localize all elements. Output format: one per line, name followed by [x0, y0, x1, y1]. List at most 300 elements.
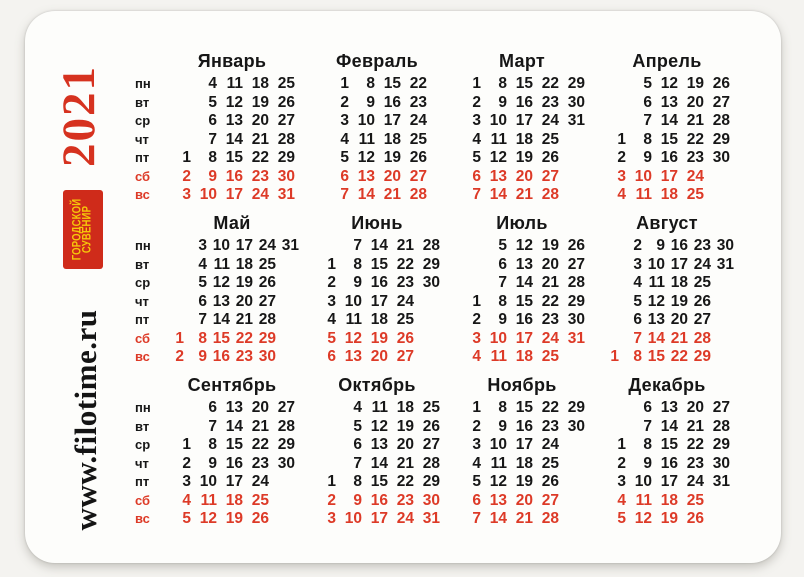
date-cell: 23 [693, 237, 711, 254]
date-cell: 1 [617, 436, 626, 453]
date-cell: 7 [498, 274, 507, 291]
date-cell: 9 [498, 311, 507, 328]
month-block [304, 373, 450, 529]
month-title: Октябрь [338, 375, 416, 395]
empty-cell [706, 186, 732, 205]
date-cell: 21 [396, 454, 414, 472]
empty-cell [598, 330, 621, 349]
date-cell: 29 [567, 292, 585, 310]
date-cell: 30 [567, 417, 585, 435]
date-cell: 1 [175, 329, 184, 347]
date-cell: 2 [472, 311, 481, 328]
date-cell: 19 [670, 292, 688, 310]
date-cell: 9 [643, 454, 652, 472]
empty-cell [167, 131, 193, 150]
date-cell: 16 [515, 417, 533, 435]
date-cell: 7 [340, 186, 349, 203]
date-cell: 27 [258, 292, 276, 310]
weekday-label: вс [135, 511, 150, 526]
empty-cell [416, 311, 442, 330]
date-cell: 6 [633, 311, 642, 328]
date-cell: 10 [489, 329, 507, 347]
date-cell: 30 [422, 491, 440, 509]
date-cell: 3 [633, 255, 642, 273]
date-cell: 20 [515, 491, 533, 509]
date-cell: 19 [515, 149, 533, 166]
empty-cell [713, 274, 736, 293]
date-cell: 1 [327, 255, 336, 273]
month-dates [163, 237, 301, 367]
date-cell: 17 [383, 112, 401, 129]
date-cell: 14 [489, 510, 507, 527]
date-cell: 11 [648, 274, 665, 291]
date-cell: 24 [396, 510, 414, 527]
date-cell: 7 [208, 130, 217, 148]
date-cell: 15 [660, 130, 678, 148]
date-cell: 25 [396, 311, 414, 328]
date-cell: 18 [660, 186, 678, 203]
empty-cell [271, 473, 297, 492]
date-cell: 22 [686, 130, 704, 148]
month-dates [167, 399, 297, 529]
date-cell: 19 [686, 75, 704, 92]
weekday-label: ср [135, 275, 151, 290]
date-cell: 14 [660, 417, 678, 435]
date-cell: 19 [370, 329, 388, 347]
date-cell: 6 [208, 112, 217, 129]
date-cell: 1 [327, 473, 336, 490]
date-cell: 28 [277, 130, 295, 148]
date-cell: 17 [660, 167, 678, 185]
date-cell: 28 [693, 329, 711, 347]
date-cell: 13 [344, 348, 362, 365]
date-cell: 13 [515, 255, 533, 273]
date-cell: 22 [541, 292, 559, 310]
date-cell: 7 [198, 311, 207, 328]
empty-cell [713, 348, 736, 367]
weekday-label: ср [135, 113, 151, 128]
date-cell: 17 [515, 329, 533, 347]
date-cell: 8 [208, 436, 217, 453]
weekday-label: ср [135, 437, 151, 452]
website-label: www.filotime.ru [68, 309, 103, 531]
empty-cell [167, 75, 193, 94]
date-cell: 28 [258, 311, 276, 328]
date-cell: 25 [422, 399, 440, 416]
date-cell: 24 [541, 436, 559, 453]
date-cell: 21 [396, 237, 414, 254]
date-cell: 20 [396, 436, 414, 453]
date-cell: 21 [686, 417, 704, 435]
date-cell: 17 [670, 255, 688, 273]
date-cell: 3 [340, 112, 349, 129]
date-cell: 30 [277, 454, 295, 472]
date-cell: 14 [357, 186, 375, 203]
empty-cell [561, 186, 587, 205]
date-cell: 11 [635, 186, 652, 203]
date-cell: 9 [498, 417, 507, 435]
date-cell: 24 [693, 255, 711, 273]
weekday-label: чт [135, 293, 149, 309]
month-title: Сентябрь [187, 375, 277, 395]
date-cell: 31 [712, 473, 730, 490]
date-cell: 16 [515, 93, 533, 111]
month-title: Июнь [351, 213, 403, 233]
date-cell: 29 [258, 329, 276, 347]
date-cell: 19 [225, 510, 243, 527]
date-cell: 6 [472, 491, 481, 509]
date-cell: 26 [541, 473, 559, 490]
date-cell: 17 [235, 237, 253, 254]
date-cell: 16 [225, 454, 243, 472]
date-cell: 23 [235, 348, 253, 365]
date-cell: 12 [370, 417, 388, 435]
date-cell: 25 [541, 130, 559, 148]
date-cell: 8 [643, 436, 652, 453]
date-cell: 27 [277, 399, 295, 416]
date-cell: 20 [670, 311, 688, 328]
date-cell: 18 [670, 274, 688, 291]
date-cell: 5 [617, 510, 626, 527]
date-cell: 18 [515, 348, 533, 365]
date-cell: 16 [225, 167, 243, 185]
empty-cell [167, 418, 193, 437]
empty-cell [713, 311, 736, 330]
date-cell: 16 [660, 149, 678, 166]
date-cell: 27 [712, 399, 730, 416]
date-cell: 2 [633, 237, 642, 254]
empty-cell [271, 492, 297, 511]
date-cell: 16 [383, 93, 401, 111]
date-cell: 9 [353, 491, 362, 509]
date-cell: 11 [490, 348, 507, 365]
date-cell: 9 [208, 454, 217, 472]
date-cell: 15 [212, 329, 230, 347]
date-cell: 21 [670, 329, 688, 347]
date-cell: 1 [472, 292, 481, 310]
empty-cell [561, 348, 587, 367]
date-cell: 14 [225, 130, 243, 148]
date-cell: 14 [370, 237, 388, 254]
empty-cell [457, 256, 483, 275]
date-cell: 8 [633, 348, 642, 365]
month-dates [602, 399, 732, 529]
date-cell: 22 [541, 399, 559, 416]
date-cell: 8 [366, 75, 375, 92]
date-cell: 11 [345, 311, 362, 328]
empty-cell [561, 473, 587, 492]
date-cell: 31 [281, 237, 299, 254]
empty-cell [278, 274, 301, 293]
month-dates [457, 75, 587, 205]
date-cell: 18 [515, 130, 533, 148]
empty-cell [163, 311, 186, 330]
date-cell: 24 [258, 237, 276, 254]
date-cell: 21 [541, 274, 559, 291]
date-cell: 1 [617, 130, 626, 148]
date-cell: 25 [541, 454, 559, 472]
brand-logo-line2: СУВЕНИР [80, 205, 95, 254]
date-cell: 15 [370, 473, 388, 490]
date-cell: 2 [472, 93, 481, 111]
date-cell: 17 [515, 112, 533, 129]
date-cell: 14 [660, 112, 678, 129]
empty-cell [167, 112, 193, 131]
month-title: Март [499, 51, 545, 71]
date-cell: 4 [633, 274, 642, 291]
date-cell: 4 [182, 491, 191, 509]
date-cell: 19 [235, 274, 253, 291]
date-cell: 28 [712, 417, 730, 435]
date-cell: 31 [567, 112, 585, 129]
date-cell: 3 [472, 436, 481, 453]
date-cell: 29 [693, 348, 711, 365]
date-cell: 1 [472, 75, 481, 92]
date-cell: 12 [225, 93, 243, 111]
date-cell: 6 [208, 399, 217, 416]
month-dates [325, 75, 429, 205]
date-cell: 2 [182, 454, 191, 472]
date-cell: 7 [643, 417, 652, 435]
date-cell: 26 [396, 329, 414, 347]
date-cell: 4 [617, 491, 626, 509]
date-cell: 14 [212, 311, 230, 328]
date-cell: 27 [277, 112, 295, 129]
date-cell: 29 [567, 399, 585, 416]
date-cell: 20 [541, 255, 559, 273]
date-cell: 22 [396, 255, 414, 273]
weekday-label: вс [135, 349, 150, 364]
date-cell: 7 [633, 329, 642, 347]
date-cell: 21 [251, 130, 269, 148]
date-cell: 26 [258, 274, 276, 291]
date-cell: 29 [422, 255, 440, 273]
date-cell: 9 [643, 149, 652, 166]
date-cell: 24 [409, 112, 427, 129]
date-cell: 20 [686, 93, 704, 111]
date-cell: 26 [409, 149, 427, 166]
date-cell: 31 [422, 510, 440, 527]
weekday-labels [135, 399, 163, 529]
date-cell: 1 [472, 399, 481, 416]
empty-cell [598, 274, 621, 293]
date-cell: 4 [340, 130, 349, 148]
month-block [449, 373, 595, 529]
date-cell: 13 [225, 399, 243, 416]
date-cell: 15 [383, 75, 401, 92]
date-cell: 26 [686, 510, 704, 527]
date-cell: 26 [541, 149, 559, 166]
date-cell: 17 [225, 186, 243, 203]
empty-cell [163, 256, 186, 275]
date-cell: 18 [225, 491, 243, 509]
date-cell: 22 [670, 348, 688, 365]
date-cell: 11 [635, 491, 652, 509]
empty-cell [163, 293, 186, 312]
date-cell: 13 [225, 112, 243, 129]
empty-cell [416, 330, 442, 349]
date-cell: 30 [422, 274, 440, 291]
month-block [159, 211, 305, 367]
date-cell: 23 [541, 311, 559, 328]
date-cell: 10 [199, 473, 217, 490]
date-cell: 12 [489, 473, 507, 490]
date-cell: 8 [198, 329, 207, 347]
date-cell: 20 [251, 112, 269, 129]
empty-cell [278, 311, 301, 330]
date-cell: 6 [643, 93, 652, 111]
date-cell: 26 [693, 292, 711, 310]
date-cell: 3 [182, 473, 191, 490]
date-cell: 29 [567, 75, 585, 92]
date-cell: 31 [716, 255, 734, 273]
date-cell: 17 [660, 473, 678, 490]
date-cell: 23 [541, 417, 559, 435]
date-cell: 10 [357, 112, 375, 129]
date-cell: 22 [396, 473, 414, 490]
date-cell: 9 [353, 274, 362, 291]
month-block [304, 49, 450, 205]
date-cell: 14 [515, 274, 533, 291]
weekday-label: пн [135, 400, 151, 415]
date-cell: 4 [198, 255, 207, 273]
date-cell: 3 [327, 292, 336, 310]
weekday-label: чт [135, 455, 149, 471]
date-cell: 6 [327, 348, 336, 365]
weekday-label: пт [135, 474, 150, 489]
date-cell: 6 [198, 292, 207, 310]
weekday-labels [135, 75, 163, 205]
date-cell: 22 [251, 149, 269, 166]
date-cell: 10 [634, 167, 652, 185]
date-cell: 4 [208, 75, 217, 92]
date-cell: 17 [370, 510, 388, 527]
date-cell: 15 [660, 436, 678, 453]
date-cell: 12 [357, 149, 375, 166]
empty-cell [163, 237, 186, 256]
date-cell: 17 [225, 473, 243, 490]
empty-cell [167, 399, 193, 418]
date-cell: 24 [396, 292, 414, 310]
date-cell: 11 [226, 75, 243, 92]
date-cell: 30 [712, 149, 730, 166]
date-cell: 3 [472, 329, 481, 347]
date-cell: 13 [357, 167, 375, 185]
date-cell: 22 [251, 436, 269, 453]
date-cell: 21 [251, 417, 269, 435]
date-cell: 11 [490, 454, 507, 472]
date-cell: 12 [344, 329, 362, 347]
date-cell: 10 [634, 473, 652, 490]
date-cell: 8 [353, 255, 362, 273]
month-dates [457, 237, 587, 367]
date-cell: 15 [225, 436, 243, 453]
date-cell: 18 [396, 399, 414, 416]
date-cell: 13 [489, 167, 507, 185]
date-cell: 22 [541, 75, 559, 92]
date-cell: 21 [383, 186, 401, 203]
date-cell: 14 [647, 329, 665, 347]
date-cell: 16 [515, 311, 533, 328]
date-cell: 17 [370, 292, 388, 310]
weekday-label: вт [135, 418, 150, 434]
date-cell: 3 [617, 473, 626, 490]
empty-cell [312, 237, 338, 256]
brand-logo [63, 190, 103, 269]
date-cell: 27 [541, 167, 559, 185]
date-cell: 24 [541, 329, 559, 347]
month-block [594, 211, 740, 367]
date-cell: 5 [340, 149, 349, 166]
date-cell: 27 [712, 93, 730, 111]
date-cell: 26 [277, 93, 295, 111]
empty-cell [312, 436, 338, 455]
month-block [159, 49, 305, 205]
month-dates [312, 399, 442, 529]
empty-cell [561, 492, 587, 511]
date-cell: 24 [686, 473, 704, 490]
date-cell: 4 [617, 186, 626, 203]
date-cell: 17 [515, 436, 533, 453]
date-cell: 28 [409, 186, 427, 203]
empty-cell [713, 330, 736, 349]
date-cell: 23 [251, 167, 269, 185]
date-cell: 9 [198, 348, 207, 365]
date-cell: 8 [498, 399, 507, 416]
date-cell: 16 [370, 274, 388, 291]
calendar-card [25, 11, 781, 563]
date-cell: 21 [515, 510, 533, 527]
date-cell: 10 [647, 255, 665, 273]
date-cell: 15 [515, 292, 533, 310]
month-block [594, 49, 740, 205]
date-cell: 5 [198, 274, 207, 291]
date-cell: 30 [712, 454, 730, 472]
date-cell: 21 [686, 112, 704, 129]
empty-cell [602, 112, 628, 131]
date-cell: 30 [277, 167, 295, 185]
date-cell: 30 [258, 348, 276, 365]
date-cell: 13 [212, 292, 230, 310]
date-cell: 30 [567, 93, 585, 111]
date-cell: 18 [251, 75, 269, 92]
date-cell: 31 [567, 329, 585, 347]
empty-cell [561, 131, 587, 150]
date-cell: 15 [370, 255, 388, 273]
date-cell: 27 [541, 491, 559, 509]
date-cell: 20 [370, 348, 388, 365]
date-cell: 26 [567, 237, 585, 254]
date-cell: 7 [353, 454, 362, 472]
date-cell: 5 [208, 93, 217, 111]
date-cell: 12 [199, 510, 217, 527]
date-cell: 21 [515, 186, 533, 203]
date-cell: 25 [258, 255, 276, 273]
date-cell: 8 [498, 75, 507, 92]
month-block [449, 211, 595, 367]
empty-cell [416, 348, 442, 367]
date-cell: 13 [660, 399, 678, 416]
date-cell: 7 [643, 112, 652, 129]
date-cell: 12 [647, 292, 665, 310]
date-cell: 5 [472, 149, 481, 166]
date-cell: 12 [634, 510, 652, 527]
date-cell: 30 [716, 237, 734, 254]
date-cell: 2 [340, 93, 349, 111]
date-cell: 28 [277, 417, 295, 435]
weekday-labels [135, 237, 163, 367]
date-cell: 2 [472, 417, 481, 435]
